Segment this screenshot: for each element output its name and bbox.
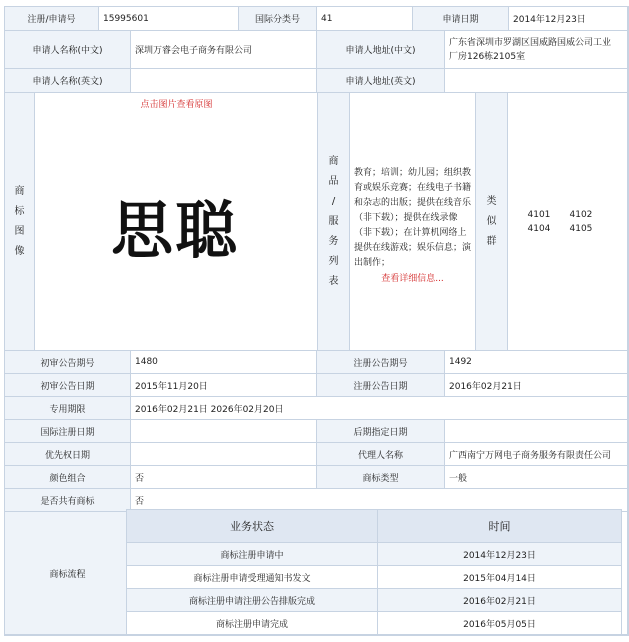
flow-table	[126, 509, 622, 635]
image-label: 商 标 图 像	[5, 93, 35, 351]
similar-group[interactable]: 4101	[527, 209, 551, 220]
prelim-no-value: 1480	[131, 351, 317, 374]
reg-no-value: 15995601	[99, 7, 239, 31]
similar-label: 类 似 群	[476, 93, 508, 351]
table-row: 商标注册申请受理通知书发文 2015年04月14日	[127, 566, 622, 589]
trademark-mark-text: 思聪	[110, 193, 239, 267]
flow-col-status: 业务状态	[127, 510, 378, 543]
flow-label: 商标流程	[5, 512, 131, 635]
intl-class-value: 41	[317, 7, 413, 31]
similar-group[interactable]: 4104	[527, 223, 551, 234]
prelim-no-label: 初审公告期号	[5, 351, 131, 374]
reg-no-label: 注册/申请号	[5, 7, 99, 31]
intl-reg-date-value	[131, 420, 317, 443]
reg-notice-no-label: 注册公告期号	[317, 351, 445, 374]
agent-value: 广西南宁万网电子商务服务有限责任公司	[445, 443, 628, 466]
color-combo-label: 颜色组合	[5, 466, 131, 489]
goods-label: 商 品 / 服 务 列 表	[318, 93, 350, 351]
table-row: 商标注册申请注册公告排版完成 2016年02月21日	[127, 589, 622, 612]
similar-groups-cell	[508, 93, 628, 351]
applicant-addr-cn-value	[445, 31, 628, 69]
goods-cell	[350, 93, 476, 351]
applicant-addr-cn-label: 申请人地址(中文)	[317, 31, 445, 69]
mark-type-value: 一般	[445, 466, 628, 489]
apply-date-value: 2014年12月23日	[509, 7, 628, 31]
reg-notice-no-value: 1492	[445, 351, 628, 374]
prelim-date-label: 初审公告日期	[5, 374, 131, 397]
table-row: 商标注册申请完成 2016年05月05日	[127, 612, 622, 635]
later-designation-value	[445, 420, 628, 443]
applicant-name-en-value	[131, 69, 317, 93]
color-combo-value: 否	[131, 466, 317, 489]
applicant-addr-en-label: 申请人地址(英文)	[317, 69, 445, 93]
goods-more-link[interactable]: 查看详细信息...	[381, 273, 444, 284]
flow-col-time: 时间	[378, 510, 622, 543]
applicant-addr-en-value	[445, 69, 628, 93]
addr-line-1: 广东省深圳市罗湖区国威路国威公司工业	[449, 37, 612, 48]
similar-group[interactable]: 4102	[569, 209, 593, 220]
goods-text: 教育；培训；幼儿园；组织教育或娱乐竞赛；在线电子书籍和杂志的出版；提供在线音乐（非下载）；提供在线录像（非下载）；在计算机网络上提供在线游戏；娱乐信息；演出制作；	[354, 167, 472, 268]
reg-notice-date-value: 2016年02月21日	[445, 374, 628, 397]
table-row: 商标注册申请中 2014年12月23日	[127, 543, 622, 566]
agent-label: 代理人名称	[317, 443, 445, 466]
intl-reg-date-label: 国际注册日期	[5, 420, 131, 443]
intl-class-label: 国际分类号	[239, 7, 317, 31]
priority-date-value	[131, 443, 317, 466]
mark-type-label: 商标类型	[317, 466, 445, 489]
prelim-date-value: 2015年11月20日	[131, 374, 317, 397]
applicant-name-en-label: 申请人名称(英文)	[5, 69, 131, 93]
reg-notice-date-label: 注册公告日期	[317, 374, 445, 397]
trademark-image-cell	[35, 93, 318, 351]
trademark-image[interactable]	[57, 111, 293, 339]
shared-mark-value: 否	[131, 489, 628, 512]
shared-mark-label: 是否共有商标	[5, 489, 131, 512]
similar-group[interactable]: 4105	[569, 223, 593, 234]
view-original-link[interactable]: 点击图片查看原图	[140, 100, 213, 110]
addr-line-2: 厂房126栋2105室	[449, 51, 526, 62]
applicant-name-cn-value: 深圳万睿会电子商务有限公司	[131, 31, 317, 69]
applicant-name-cn-label: 申请人名称(中文)	[5, 31, 131, 69]
exclusive-period-value: 2016年02月21日 2026年02月20日	[131, 397, 628, 420]
exclusive-period-label: 专用期限	[5, 397, 131, 420]
later-designation-label: 后期指定日期	[317, 420, 445, 443]
apply-date-label: 申请日期	[413, 7, 509, 31]
priority-date-label: 优先权日期	[5, 443, 131, 466]
